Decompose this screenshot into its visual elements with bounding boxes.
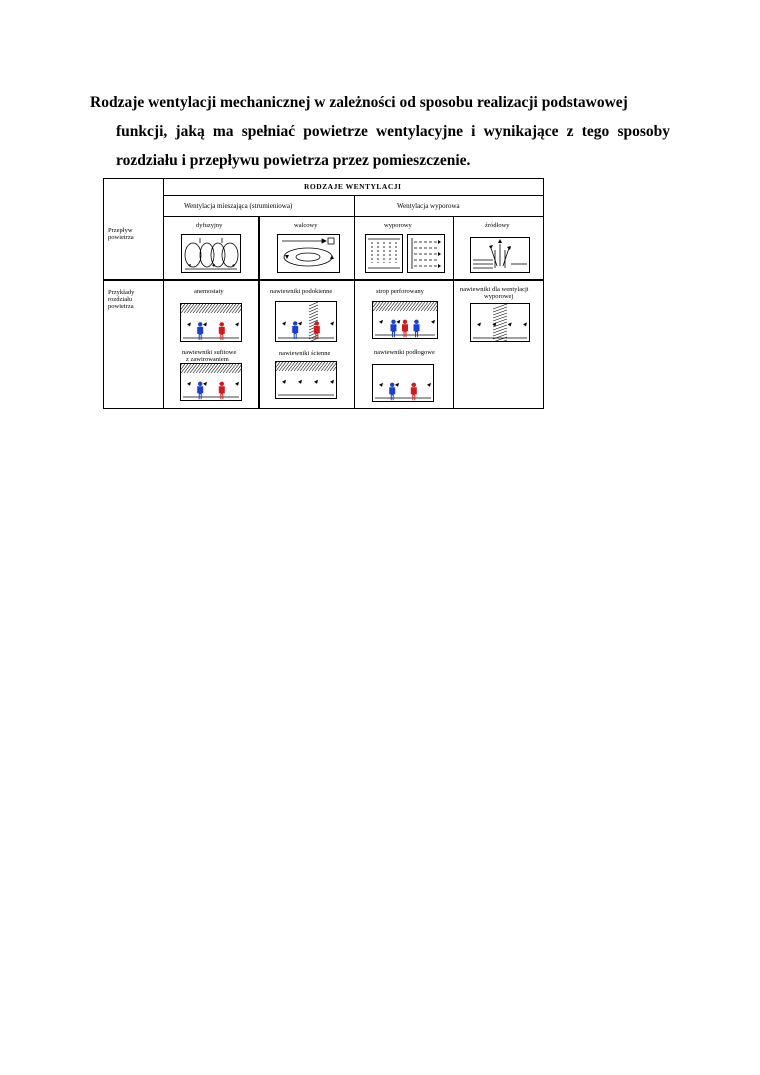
person-icon xyxy=(197,322,203,340)
example-label-wall: nawiewniki ścienne xyxy=(279,350,331,357)
swirl-diffuser-room xyxy=(180,363,242,401)
anemostat-room xyxy=(180,303,242,342)
floor-diffuser-room xyxy=(372,364,434,402)
row-label-flow-2: powietrza xyxy=(108,234,134,241)
wall-diffuser-room xyxy=(275,361,337,399)
source-flow-diagram xyxy=(470,237,530,273)
flow-label-displacement: wyporowy xyxy=(384,222,412,229)
flow-label-cylindrical: walcowy xyxy=(294,222,318,229)
displacement-flow-diagram-b xyxy=(407,234,445,273)
flow-label-diffuse: dyfuzyjny xyxy=(196,222,223,229)
row-label-examples-3: powietrza xyxy=(108,303,134,310)
perforated-ceiling-room xyxy=(372,301,438,339)
underwindow-room xyxy=(275,301,337,342)
figure-title: RODZAJE WENTYLACJI xyxy=(304,182,402,191)
displacement-diffuser-room xyxy=(470,303,530,342)
row-label-examples-2: rozdziału xyxy=(108,296,133,303)
flow-label-source: źródłowy xyxy=(485,222,510,229)
cylindrical-flow-diagram xyxy=(277,234,340,273)
example-label-anemostats: anemostaty xyxy=(194,288,224,295)
displacement-flow-diagram-a xyxy=(365,234,403,273)
row-label-flow-1: Przepływ xyxy=(108,227,133,234)
displacement-ventilation-label: Wentylacja wyporowa xyxy=(397,202,460,210)
heading-line-1: Rodzaje wentylacji mechanicznej w zależności od sposobu realizacji podstawowej xyxy=(90,94,628,111)
example-label-underwindow: nawiewniki podokienne xyxy=(270,288,333,295)
example-label-displacement-1: nawiewniki dla wentylacji xyxy=(460,286,529,293)
mixing-ventilation-label: Wentylacja mieszająca (strumieniowa) xyxy=(184,202,293,210)
example-label-perforated: strop perforowany xyxy=(376,288,424,295)
example-label-swirl-1: nawiewniki sufitowe xyxy=(182,349,237,356)
person-icon xyxy=(219,322,225,340)
person-icon xyxy=(292,321,298,339)
ventilation-types-figure xyxy=(103,178,544,409)
diffuse-flow-diagram xyxy=(181,234,241,273)
heading-line-rest: funkcji, jaką ma spełniać powietrze wentylacyjne i wynikające z tego sposoby rozdziału i przepływu powietrza przez pomieszczenie. xyxy=(116,123,670,169)
example-label-floor: nawiewniki podłogowe xyxy=(374,349,435,356)
example-label-swirl-2: z zawirowaniem xyxy=(186,356,229,363)
example-label-displacement-2: wyporowej xyxy=(484,293,514,300)
row-label-examples-1: Przykłady xyxy=(108,289,135,296)
heading xyxy=(90,88,670,175)
